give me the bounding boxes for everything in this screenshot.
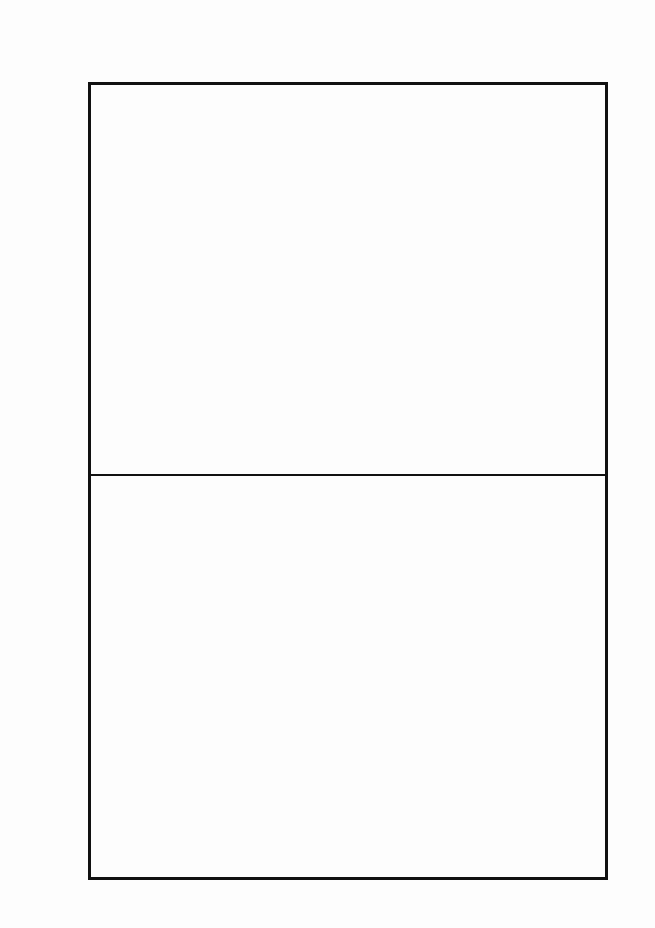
page-border-frame [88,82,608,880]
panel-divider [88,474,605,476]
